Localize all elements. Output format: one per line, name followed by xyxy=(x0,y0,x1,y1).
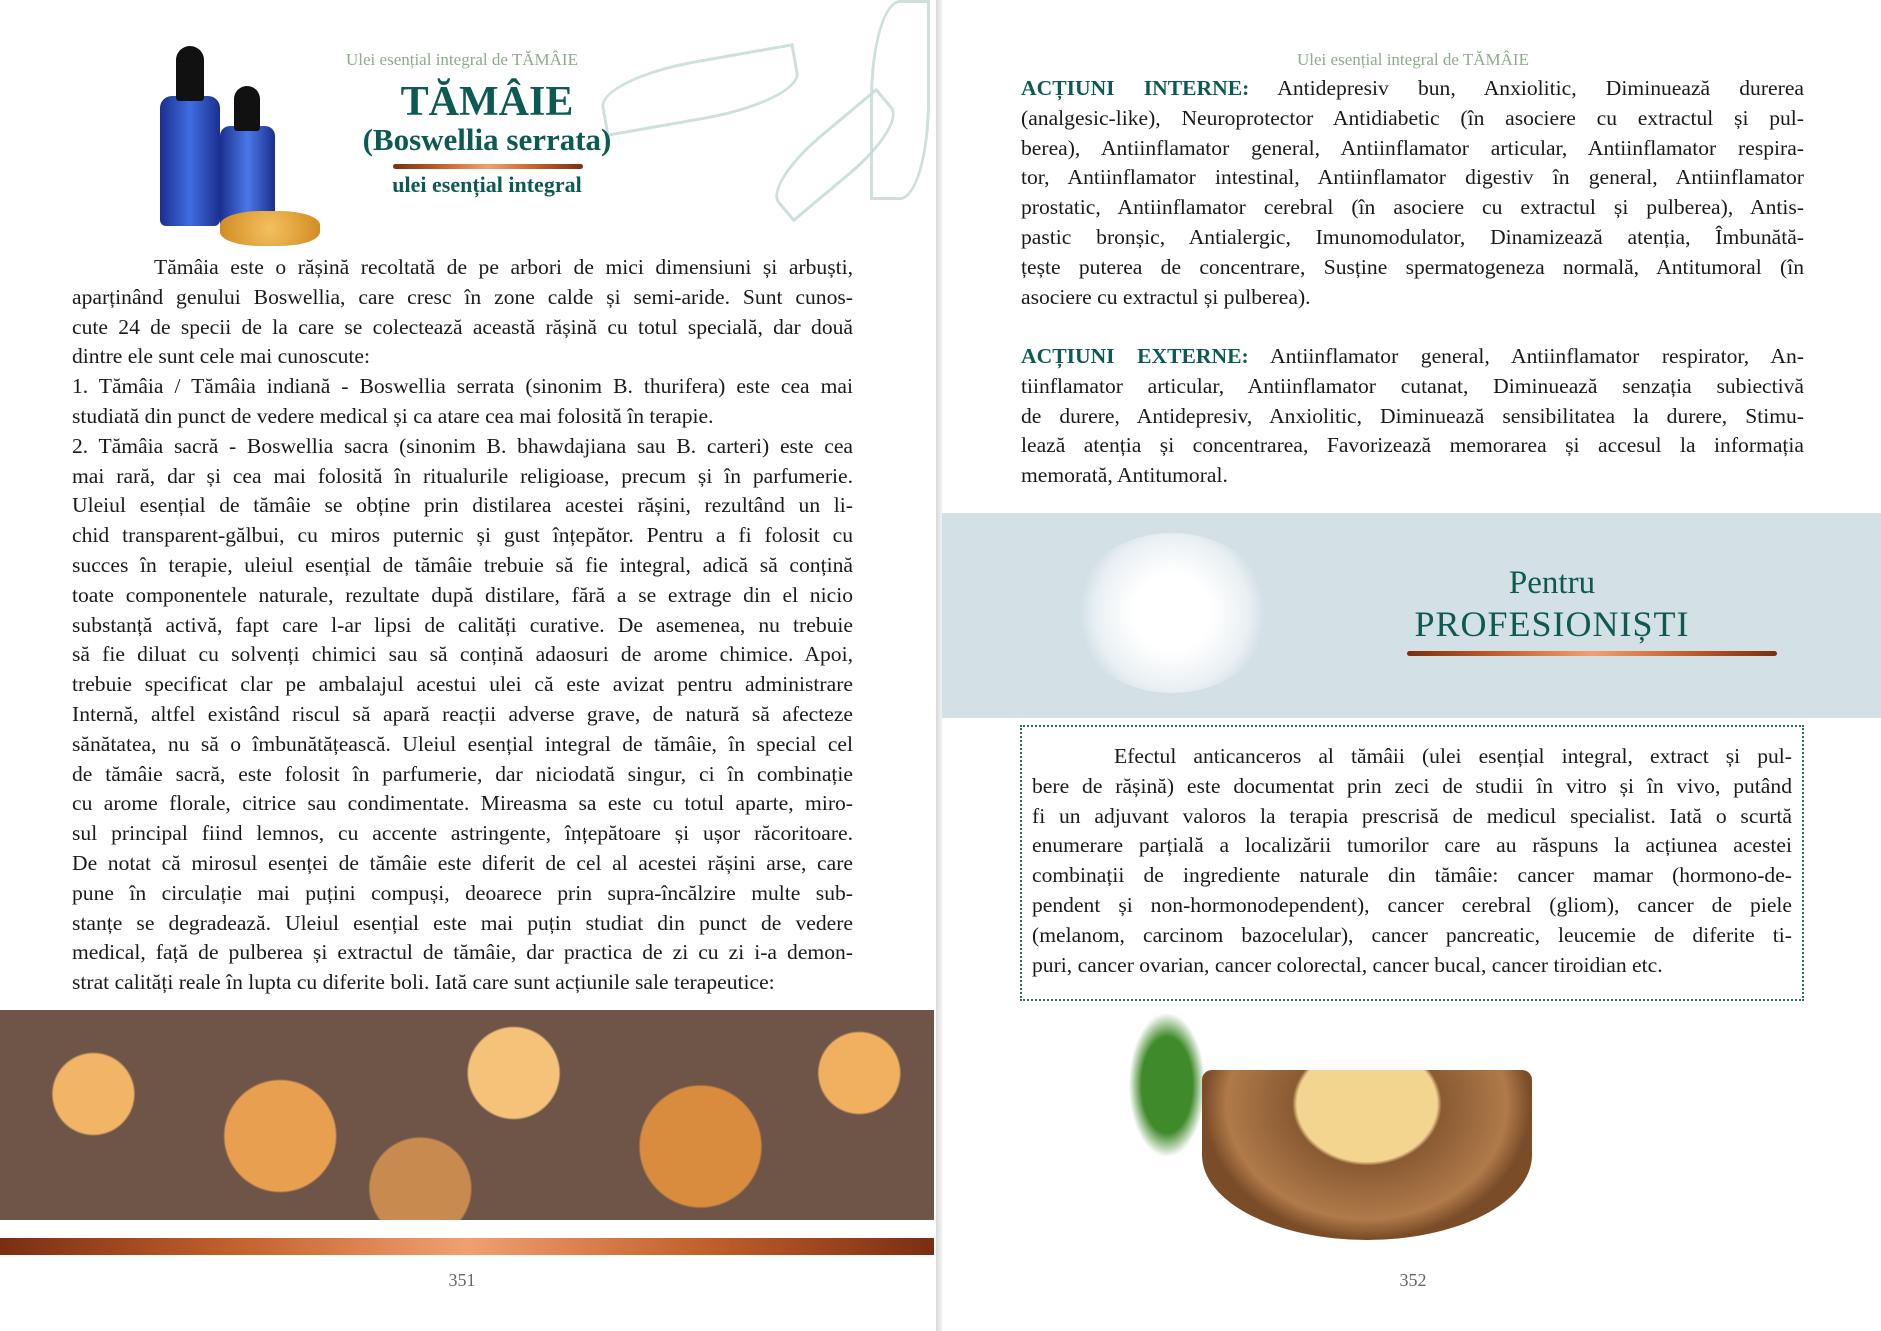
banner-line1: Pentru xyxy=(1508,565,1596,601)
text-line: pune în circulație mai puțini compuși, deoarece prin supra-încălzire multe sub- xyxy=(72,880,853,905)
text-line: succes în terapie, uleiul esențial de tămâie trebuie să fie integral, adică să conțină xyxy=(72,552,853,577)
banner-divider xyxy=(1407,651,1777,656)
text-line: chid transparent-gălbui, cu miros puternic și gust înțepător. Pentru a fi folosit cu xyxy=(72,523,853,548)
text-line: tor, Antiinflamator intestinal, Antiinflamator digestiv în general, Antiinflamator xyxy=(1021,165,1804,190)
text-line: toate componentele naturale, rezultate după distilare, fără a se extrage din el nicio xyxy=(72,582,853,607)
page-tagline: ulei esențial integral xyxy=(392,172,582,197)
text-line: Antidepresiv bun, Anxiolitic, Diminuează durerea xyxy=(1249,76,1804,100)
text-line: puri, cancer ovarian, cancer colorectal, cancer bucal, cancer tiroidian etc. xyxy=(1032,952,1663,977)
text-line: (analgesic-like), Neuroprotector Antidiabetic (în asociere cu extractul și pul- xyxy=(1021,105,1804,130)
page-number: 352 xyxy=(1399,1270,1427,1290)
text-line: trebuie specificat clar pe ambalajul acestui ulei că este avizat pentru administrare xyxy=(72,672,853,697)
text-line: mai rară, dar și cea mai folosită în ritualurile religioase, precum și în parfumerie. xyxy=(72,463,853,488)
text-line: cu arome florale, citrice sau condimentate. Mireasma sa este cu totul aparte, miro- xyxy=(72,791,853,816)
text-line: Antiinflamator general, Antiinflamator respirator, An- xyxy=(1248,344,1804,368)
text-line: strat calități reale în lupta cu diferite boli. Iată care sunt acțiunile sale terapeutice: xyxy=(72,970,775,995)
text-line: pastic bronșic, Antialergic, Imunomodulator, Dinamizează atenția, Îmbunătă- xyxy=(1021,224,1804,249)
text-line: 1. Tămâia / Tămâia indiană - Boswellia serrata (sinonim B. thurifera) este cea mai xyxy=(72,374,853,399)
text-line: stanțe se degradează. Uleiul esențial este mai puțin studiat din punct de vedere xyxy=(72,910,853,935)
title-divider xyxy=(393,164,583,169)
internal-actions xyxy=(1021,74,1804,312)
dandelion-image xyxy=(1072,533,1272,693)
text-line: studiată din punct de vedere medical și ca atare cea mai folosită în terapie. xyxy=(72,403,714,428)
right-page xyxy=(942,0,1881,1331)
text-line: sănătatea, nu să o îmbunătățească. Uleiul esențial integral de tămâie, în special cel xyxy=(72,731,853,756)
text-line: cute 24 de specii de la care se colectează această rășină cu totul specială, dar două xyxy=(72,314,853,339)
page-title: TĂMÂIE xyxy=(400,79,574,125)
text-line: sul principal fiind lemnos, cu accente astringente, înțepătoare și ușor răcoritoare. xyxy=(72,821,853,846)
text-line: berea), Antiinflamator general, Antiinflamator articular, Antiinflamator respira- xyxy=(1021,135,1804,160)
text-line: aparținând genului Boswellia, care cresc în zone calde și semi-aride. Sunt cunos- xyxy=(72,284,853,309)
professionals-box xyxy=(1020,725,1804,1001)
page-number: 351 xyxy=(448,1270,476,1290)
text-line: memorată, Antitumoral. xyxy=(1021,463,1228,488)
text-line: țește puterea de concentrare, Susține spermatogeneza normală, Antitumoral (în xyxy=(1021,254,1804,279)
external-actions xyxy=(1021,342,1804,491)
text-line: substanță activă, fapt care l-ar lipsi de calități curative. De asemenea, nu trebuie xyxy=(72,612,853,637)
text-line: de tămâie sacră, este folosit în parfumerie, dar niciodată singur, ci în combinație xyxy=(72,761,853,786)
text-line: asociere cu extractul și pulberea). xyxy=(1021,284,1311,309)
text-line: medical, față de pulberea și extractul de tămâie, dar practica de zi cu zi i-a demon- xyxy=(72,940,853,965)
text-line: Tămâia este o rășină recoltată de pe arbori de mici dimensiuni și arbuști, xyxy=(154,255,853,279)
resin-photo xyxy=(0,1010,934,1220)
text-line: prostatic, Antiinflamator cerebral (în asociere cu extractul și pulberea), Antis- xyxy=(1021,195,1804,220)
text-line: pendent și non-hormonodependent), cancer cerebral (gliom), cancer de piele xyxy=(1032,892,1792,917)
running-title: Ulei esențial integral de TĂMÂIE xyxy=(346,50,578,69)
text-line: 2. Tămâia sacră - Boswellia sacra (sinonim B. bhawdajiana sau B. carteri) este cea xyxy=(72,433,853,458)
body-text xyxy=(72,253,853,998)
text-line: De notat că mirosul esenței de tămâie este diferit de cel al acestei rășini arse, care xyxy=(72,850,853,875)
text-line: bere de rășină) este documentat prin zeci de studii în vitro și în vivo, putând xyxy=(1032,773,1792,798)
text-line: să fie diluat cu solvenți chimici sau să conțină adaosuri de arome chimice. Apoi, xyxy=(72,642,853,667)
text-line: Efectul anticanceros al tămâii (ulei esențial integral, extract și pul- xyxy=(1114,744,1792,768)
left-page xyxy=(0,0,936,1331)
banner-line2: PROFESIONIȘTI xyxy=(1414,604,1690,644)
text-line: combinații de ingrediente naturale din tămâie: cancer mamar (hormono-de- xyxy=(1032,863,1792,888)
footer-bar xyxy=(0,1238,934,1255)
external-heading: ACȚIUNI EXTERNE: xyxy=(1021,344,1249,368)
text-line: (melanom, carcinom bazocelular), cancer pancreatic, leucemie de diferite ti- xyxy=(1032,922,1792,947)
page-subtitle: (Boswellia serrata) xyxy=(362,122,612,157)
text-line: enumerare parțială a localizării tumorilor care au răspuns la acțiunea acestei xyxy=(1032,833,1792,858)
text-line: dintre ele sunt cele mai cunoscute: xyxy=(72,344,371,369)
professionals-banner xyxy=(942,513,1881,718)
text-line: Internă, altfel existând riscul să apară reacții adverse grave, de natură să afecteze xyxy=(72,701,853,726)
text-line: lează atenția și concentrarea, Favorizează memorarea și accesul la informația xyxy=(1021,433,1804,458)
text-line: tiinflamator articular, Antiinflamator cutanat, Diminuează senzația subiectivă xyxy=(1021,373,1804,398)
internal-heading: ACȚIUNI INTERNE: xyxy=(1021,76,1250,100)
text-line: Uleiul esențial de tămâie se obține prin distilarea acestei rășini, rezultând un li- xyxy=(72,493,853,518)
text-line: de durere, Antidepresiv, Anxiolitic, Diminuează sensibilitatea la durere, Stimu- xyxy=(1021,403,1804,428)
text-line: fi un adjuvant valoros la terapia prescrisă de medicul specialist. Iată o scurtă xyxy=(1032,803,1792,828)
resin-bowl-image xyxy=(1092,990,1562,1260)
running-title: Ulei esențial integral de TĂMÂIE xyxy=(1297,50,1529,69)
